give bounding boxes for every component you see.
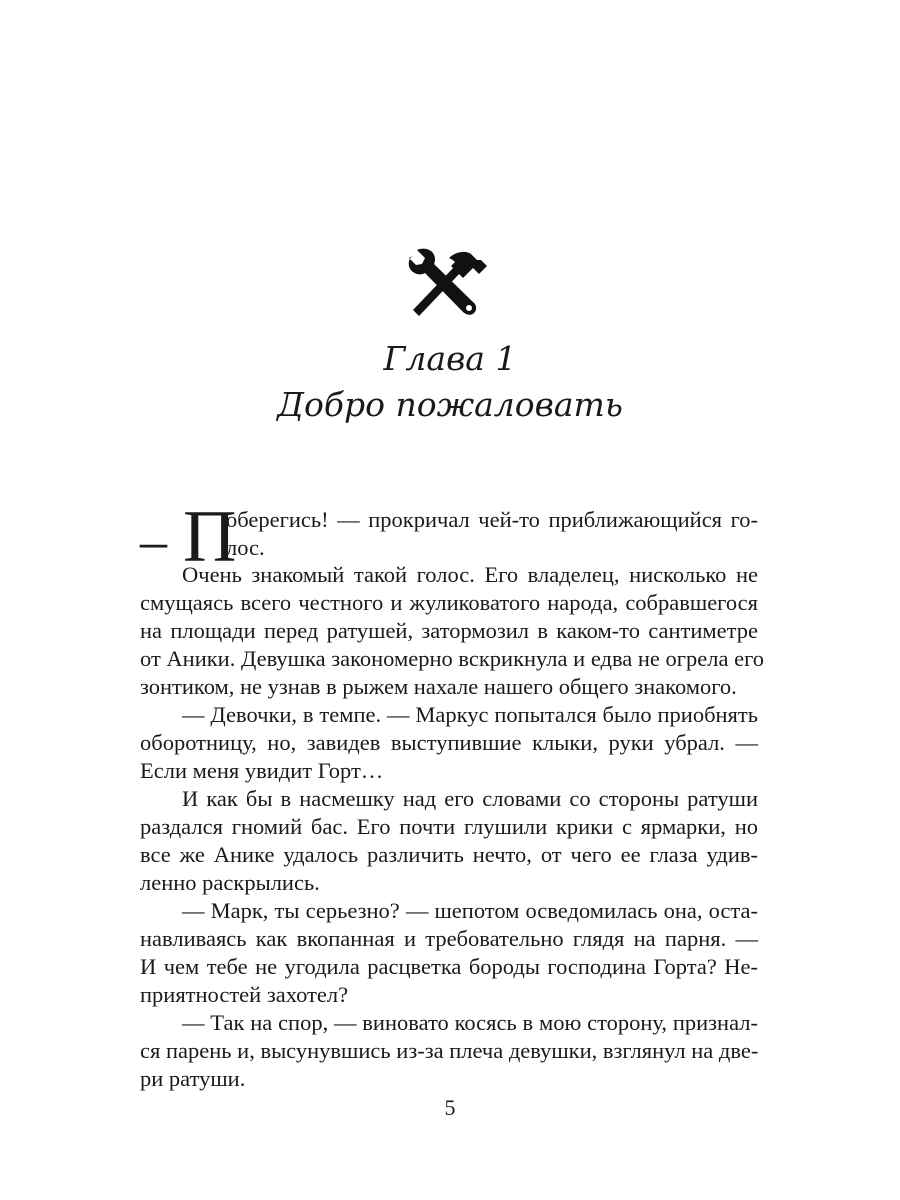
text-line: лос. — [226, 535, 265, 560]
text-line: оберегись! — прокричал чей-то приближающийся го- — [226, 507, 758, 532]
chapter-number: Глава 1 — [383, 339, 517, 378]
text-line: на площади перед ратушей, затормозил в каком-то сантиметре — [140, 618, 758, 643]
text-line: Если меня увидит Горт… — [140, 758, 384, 783]
text-line: смущаясь всего честного и жуликоватого народа, собравшегося — [140, 590, 758, 615]
text-line: — Марк, ты серьезно? — шепотом осведомилась она, оста- — [182, 898, 758, 923]
text-line: раздался гномий бас. Его почти глушили крики с ярмарки, но — [140, 814, 758, 839]
text-line: навливаясь как вкопанная и требовательно глядя на парня. — — [140, 926, 758, 951]
page-number: 5 — [444, 1095, 456, 1120]
dropcap-letter: П — [183, 496, 237, 578]
text-line: зонтиком, не узнав в рыжем нахале нашего общего знакомого. — [140, 674, 737, 699]
text-line: ся парень и, высунувшись из-за плеча девушки, взглянул на две- — [140, 1038, 759, 1063]
text-line: ри ратуши. — [140, 1066, 246, 1091]
chapter-title: Добро пожаловать — [277, 385, 623, 424]
text-line: приятностей захотел? — [140, 982, 349, 1007]
text-line: Очень знакомый такой голос. Его владелец, нисколько не — [182, 562, 758, 587]
text-line: — Так на спор, — виновато косясь в мою сторону, признал- — [182, 1010, 758, 1035]
text-line: — Девочки, в темпе. — Маркус попытался было приобнять — [182, 702, 758, 727]
dropcap-dash: – — [140, 511, 167, 571]
text-line: И чем тебе не угодила расцветка бороды господина Горта? Не- — [140, 954, 758, 979]
text-line: И как бы в насмешку над его словами со стороны ратуши — [182, 786, 758, 811]
text-line: ленно раскрылись. — [140, 870, 320, 895]
text-line: все же Анике удалось различить нечто, от чего ее глаза удив- — [140, 842, 758, 867]
text-line: от Аники. Девушка закономерно вскрикнула и едва не огрела его — [140, 646, 765, 671]
text-line: оборотницу, но, завидев выступившие клыки, руки убрал. — — [140, 730, 758, 755]
